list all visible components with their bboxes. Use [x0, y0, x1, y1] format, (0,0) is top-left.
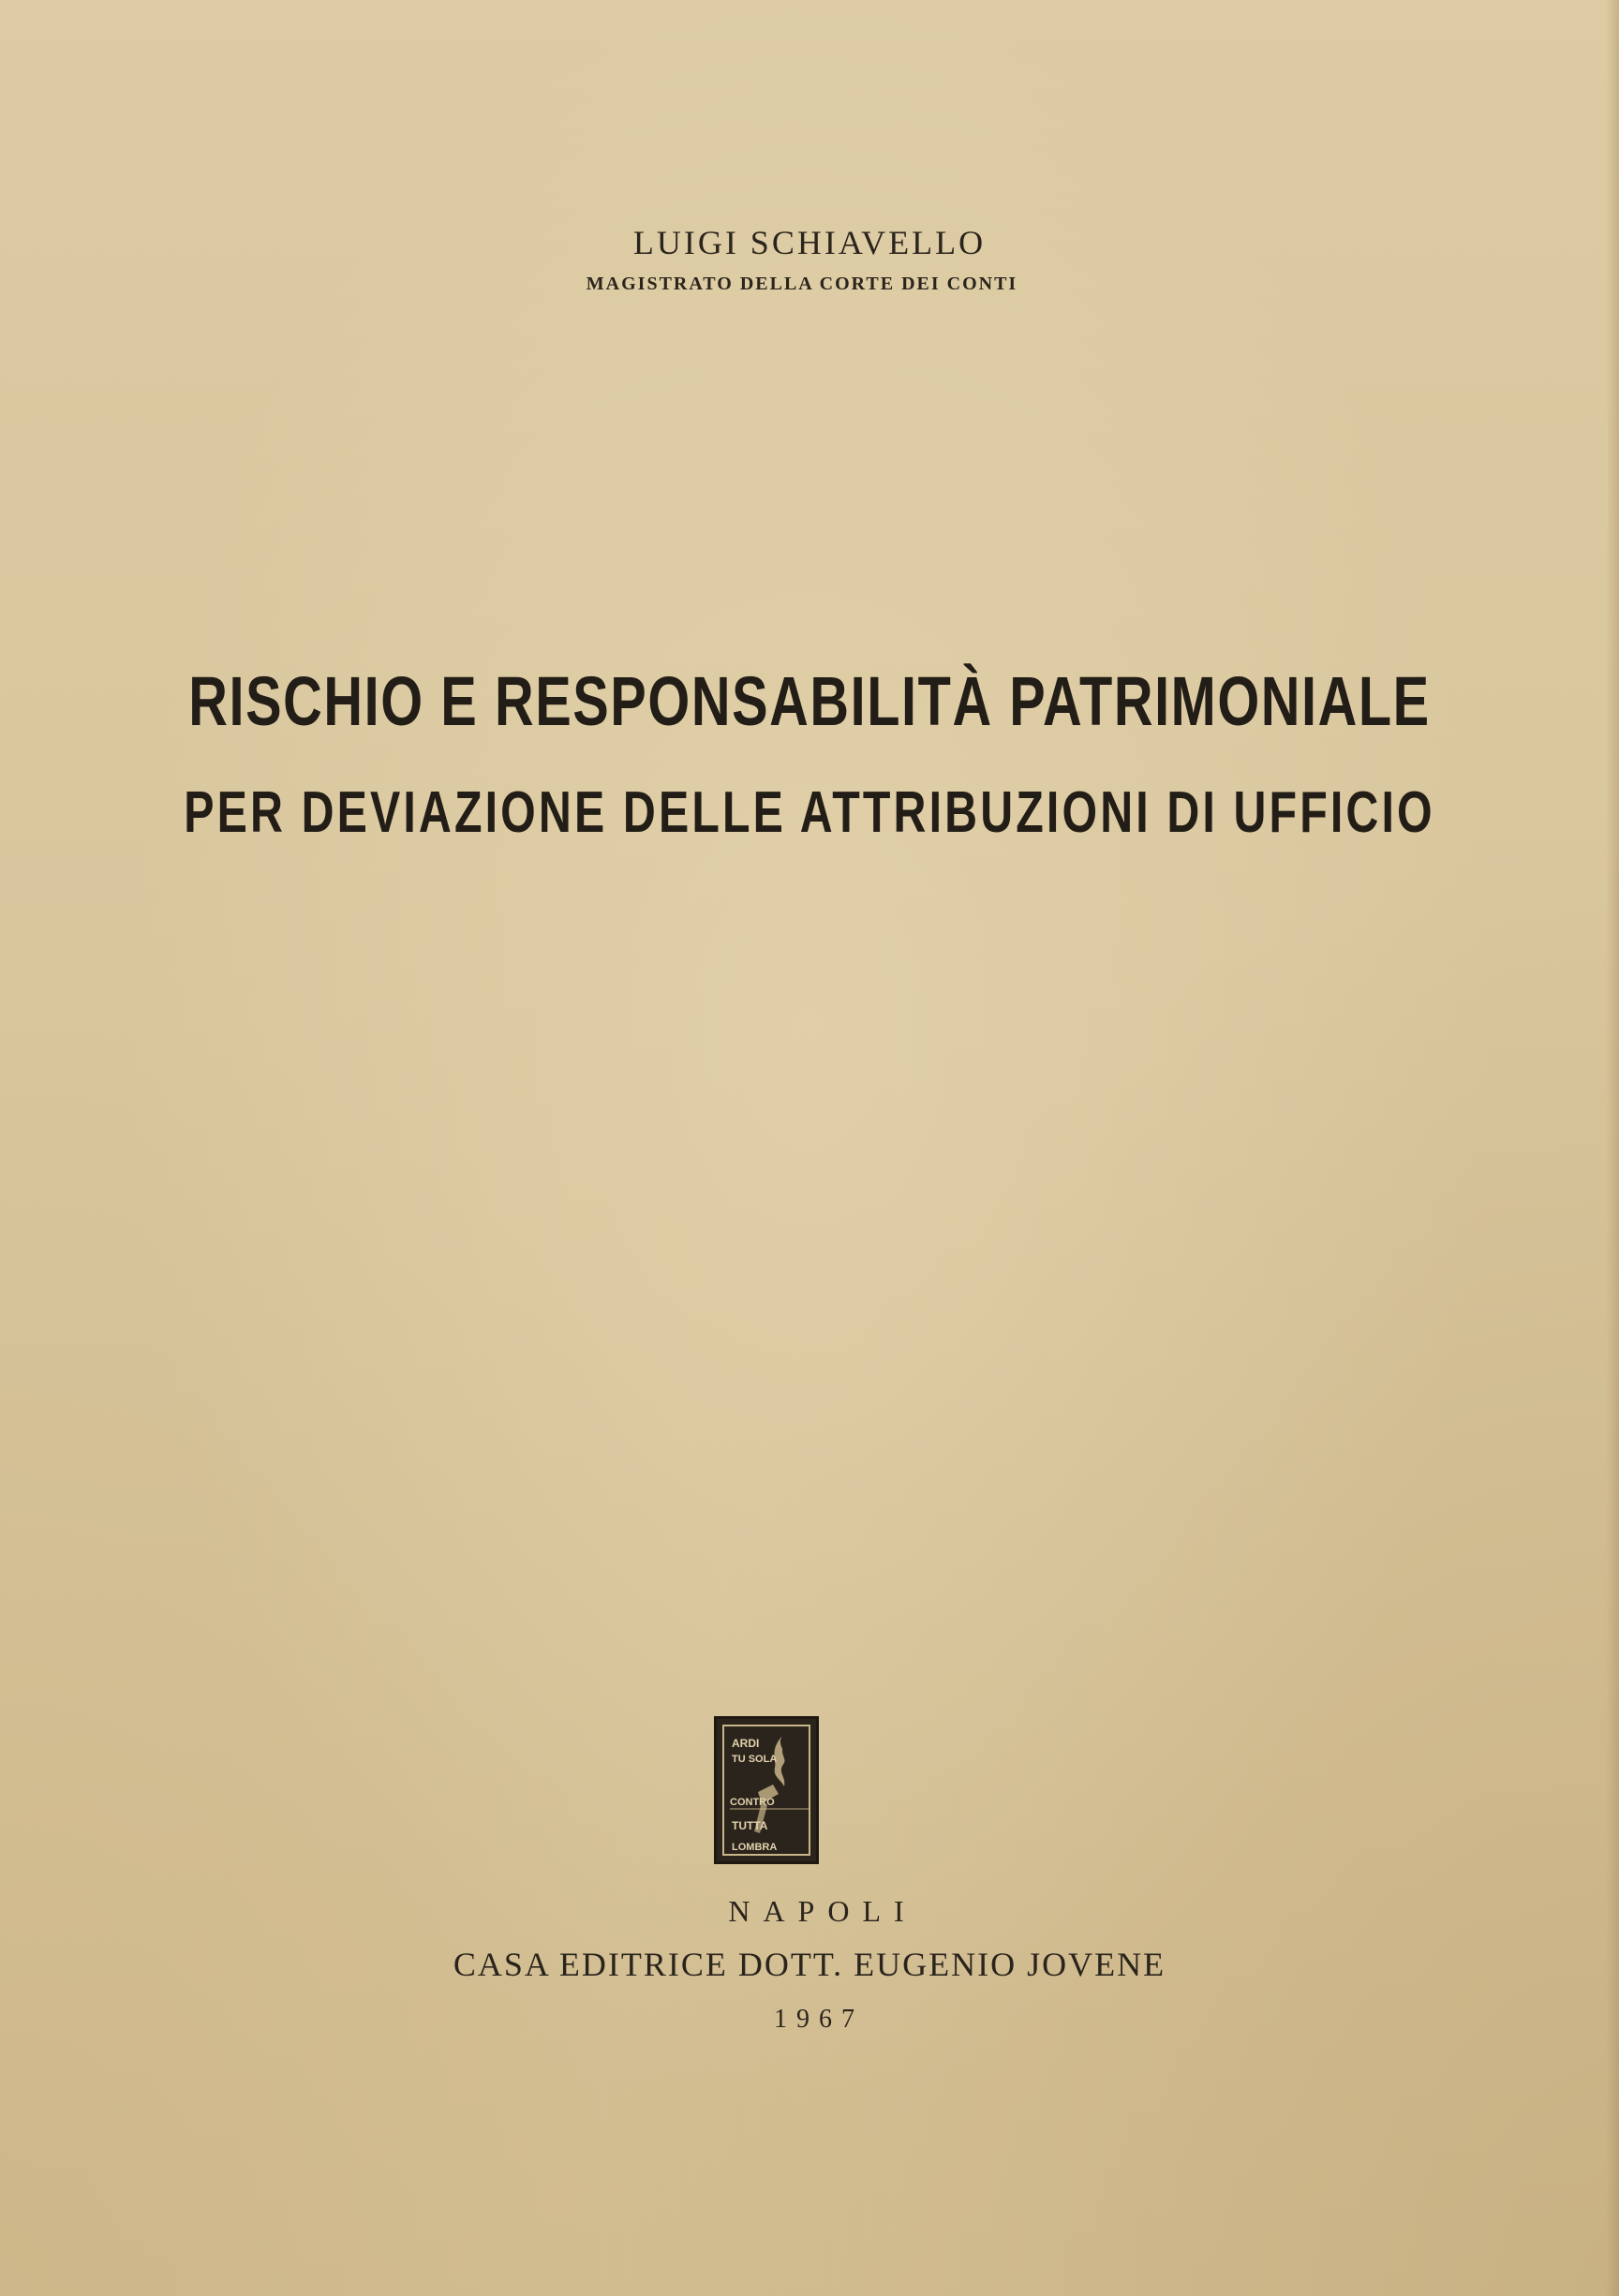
- publication-year: 1967: [774, 2005, 864, 2034]
- emblem-motto-1: ARDI: [732, 1737, 760, 1750]
- emblem-torch-icon: [717, 1719, 822, 1867]
- emblem-motto-3: CONTRO: [730, 1797, 775, 1808]
- emblem-motto-4: TUTTA: [732, 1819, 768, 1832]
- emblem-motto-5: LOMBRA: [732, 1842, 778, 1853]
- emblem-motto-2: TU SOLA: [732, 1754, 778, 1765]
- author-role: MAGISTRATO DELLA CORTE DEI CONTI: [586, 274, 1018, 294]
- title-line-1: RISCHIO E RESPONSABILITÀ PATRIMONIALE: [188, 662, 1431, 740]
- author-name: LUIGI SCHIAVELLO: [632, 224, 987, 261]
- publisher-emblem: [714, 1716, 819, 1864]
- publication-city: NAPOLI: [728, 1894, 917, 1928]
- publisher-name: CASA EDITRICE DOTT. EUGENIO JOVENE: [453, 1946, 1166, 1983]
- title-line-2: PER DEVIAZIONE DELLE ATTRIBUZIONI DI UFFICIO: [184, 780, 1435, 845]
